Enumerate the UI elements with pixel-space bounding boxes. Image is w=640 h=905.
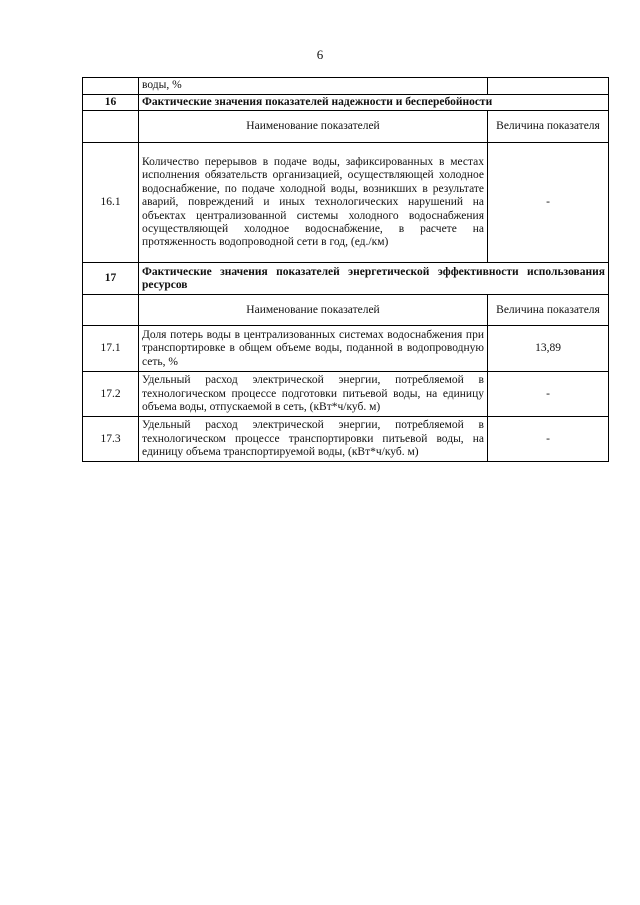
column-header-value: Величина показателя [488, 111, 609, 143]
row-number: 16.1 [83, 143, 139, 263]
indicator-name: Удельный расход электрической энергии, потребляемой в технологическом процессе транспортировки питьевой воды, на единицу объема транспортируемой воды, (кВт*ч/куб. м) [139, 417, 488, 462]
table-row [83, 143, 609, 263]
indicator-name: Доля потерь воды в централизованных системах водоснабжения при транспортировке в общем объеме воды, поданной в водопроводную сеть, % [139, 326, 488, 372]
indicator-value: - [488, 372, 609, 417]
row-number: 17.1 [83, 326, 139, 372]
indicator-value: - [488, 143, 609, 263]
column-header-name: Наименование показателей [139, 295, 488, 326]
row-number: 17.3 [83, 417, 139, 462]
section-number: 17 [83, 263, 139, 295]
section-number: 16 [83, 95, 139, 111]
section-row [83, 263, 609, 295]
num-cell [83, 295, 139, 326]
column-header-name: Наименование показателей [139, 111, 488, 143]
header-row [83, 111, 609, 143]
section-row [83, 95, 609, 111]
indicator-name: Количество перерывов в подаче воды, зафиксированных в местах исполнения обязательств организацией, осуществляющей холодное водоснабжение, по подаче холодной воды, возникших в результате аварий, повреждений и иных технологических нарушений на объектах централизованной системы холодного водоснабжения осуществляющей холодное водоснабжение, в расчете на протяженность водопроводной сети в год, (ед./км) [139, 143, 488, 263]
value-cell [488, 78, 609, 95]
indicator-name: Удельный расход электрической энергии, потребляемой в технологическом процессе подготовки питьевой воды, на единицу объема воды, отпускаемой в сеть, (кВт*ч/куб. м) [139, 372, 488, 417]
table-row [83, 78, 609, 95]
num-cell [83, 78, 139, 95]
indicator-name-cell: воды, % [139, 78, 488, 95]
indicator-value: 13,89 [488, 326, 609, 372]
num-cell [83, 111, 139, 143]
row-number: 17.2 [83, 372, 139, 417]
indicators-table [82, 77, 609, 462]
column-header-value: Величина показателя [488, 295, 609, 326]
section-title: Фактические значения показателей надежности и бесперебойности [139, 95, 609, 111]
table-row [83, 417, 609, 462]
table-row [83, 372, 609, 417]
section-title: Фактические значения показателей энергетической эффективности использования ресурсов [139, 263, 609, 295]
header-row [83, 295, 609, 326]
table-row [83, 326, 609, 372]
page-number: 6 [316, 47, 324, 62]
indicator-value: - [488, 417, 609, 462]
